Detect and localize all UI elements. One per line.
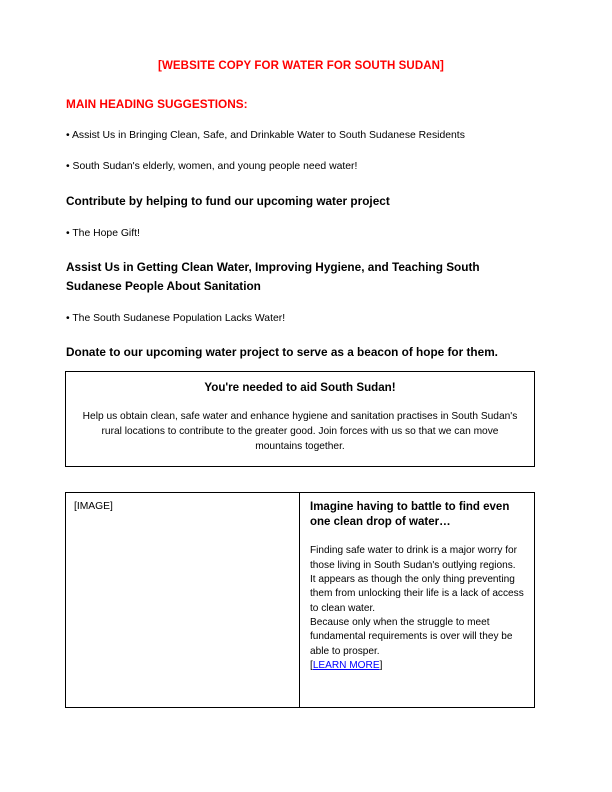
bullet-item: • The Hope Gift! bbox=[66, 227, 140, 239]
heading-suggestion: Contribute by helping to fund our upcoming water project bbox=[66, 193, 390, 208]
image-placeholder: [IMAGE] bbox=[74, 501, 113, 512]
document-content bbox=[66, 60, 536, 379]
bullet-item: • The South Sudanese Population Lacks Water! bbox=[66, 312, 286, 324]
feature-image-cell bbox=[66, 493, 300, 707]
callout-body-text: Help us obtain clean, safe water and enhance hygiene and sanitation practises in South Sudan's rural locations to contribute to the greater good. Join forces with us so that we can move mountains together. bbox=[82, 411, 518, 453]
feature-body bbox=[310, 544, 524, 673]
feature-table bbox=[65, 492, 535, 708]
page-title: [WEBSITE COPY FOR WATER FOR SOUTH SUDAN] bbox=[158, 60, 444, 72]
feature-heading: Imagine having to battle to find even one clean drop of water… bbox=[310, 501, 510, 529]
callout-heading: You're needed to aid South Sudan! bbox=[204, 381, 396, 394]
learn-more-container bbox=[310, 659, 524, 673]
bracket-open: [ bbox=[310, 659, 313, 671]
bracket-close: ] bbox=[379, 659, 383, 671]
bullet-item: • South Sudan's elderly, women, and young people need water! bbox=[66, 161, 358, 173]
bullet-item: • Assist Us in Bringing Clean, Safe, and Drinkable Water to South Sudanese Residents bbox=[66, 129, 465, 141]
section-label-main-heading-suggestions: MAIN HEADING SUGGESTIONS: bbox=[66, 96, 248, 111]
learn-more-link[interactable]: LEARN MORE bbox=[312, 659, 380, 671]
feature-paragraph: Finding safe water to drink is a major worry for those living in South Sudan's outlying regions. bbox=[310, 545, 517, 571]
feature-paragraph: It appears as though the only thing preventing them from unlocking their life is a lack of access to clean water. bbox=[310, 574, 524, 614]
heading-suggestion: Donate to our upcoming water project to serve as a beacon of hope for them. bbox=[66, 345, 498, 360]
callout-box bbox=[65, 371, 535, 467]
feature-text-cell bbox=[300, 493, 534, 707]
heading-suggestion: Assist Us in Getting Clean Water, Improving Hygiene, and Teaching South Sudanese People About Sanitation bbox=[66, 260, 480, 293]
feature-paragraph: Because only when the struggle to meet fundamental requirements is over will they be able to prosper. bbox=[310, 616, 513, 657]
